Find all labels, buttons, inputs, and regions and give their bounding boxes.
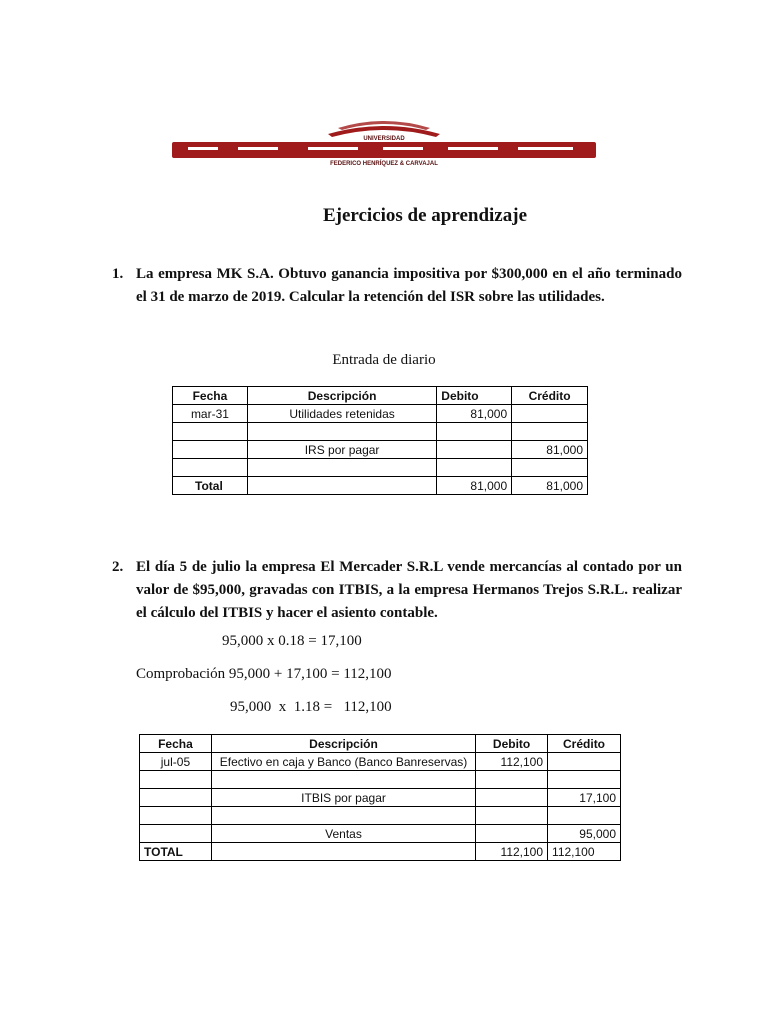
cell-debit: 112,100 [476,753,548,771]
question-1-number: 1. [112,266,124,282]
cell-credit: 81,000 [512,441,588,459]
cell-date [140,771,212,789]
cell-credit [548,771,621,789]
document-title: Ejercicios de aprendizaje [322,205,528,226]
header-debito: Debito [437,387,512,405]
logo-line2: FEDERICO HENRÍQUEZ & CARVAJAL [330,161,438,167]
cell-credit [512,459,588,477]
header-descripcion: Descripción [247,387,436,405]
cell-description [247,423,436,441]
journal-table-2 [139,734,621,861]
journal-entry-label: Entrada de diario [332,352,436,368]
table-row [140,789,621,807]
cell-date [173,459,248,477]
cell-date [173,441,248,459]
cell-description: ITBIS por pagar [211,789,475,807]
cell-credit [548,753,621,771]
header-credito: Crédito [548,735,621,753]
cell-total-label: Total [173,477,248,495]
cell-description: IRS por pagar [247,441,436,459]
cell-debit: 81,000 [437,405,512,423]
header-fecha: Fecha [173,387,248,405]
cell-date [173,423,248,441]
cell-debit [437,459,512,477]
cell-debit-total: 112,100 [476,843,548,861]
table-row [173,441,588,459]
cell-debit [437,423,512,441]
cell-date [140,807,212,825]
cell-credit [548,807,621,825]
question-1 [112,263,682,309]
cell-debit [437,441,512,459]
table-row [173,405,588,423]
table-header [140,735,621,753]
cell-debit [476,825,548,843]
cell-credit: 17,100 [548,789,621,807]
table-row [140,825,621,843]
cell-debit [476,807,548,825]
cell-date [140,789,212,807]
itbis-calculation: 95,000 x 0.18 = 17,100 [222,633,362,649]
journal-table-1 [172,386,588,495]
cell-credit: 95,000 [548,825,621,843]
table-row [140,807,621,825]
cell-debit-total: 81,000 [437,477,512,495]
cell-description: Ventas [211,825,475,843]
table-row [140,771,621,789]
cell-credit-total: 112,100 [548,843,621,861]
header-descripcion: Descripción [211,735,475,753]
university-logo [168,120,600,172]
cell-credit-total: 81,000 [512,477,588,495]
table-row [173,459,588,477]
header-fecha: Fecha [140,735,212,753]
total-calculation: 95,000 x 1.18 = 112,100 [230,699,392,715]
cell-description: Efectivo en caja y Banco (Banco Banreservas) [211,753,475,771]
cell-credit [512,423,588,441]
cell-debit [476,771,548,789]
cell-date: mar-31 [173,405,248,423]
cell-debit [476,789,548,807]
table-total-row [173,477,588,495]
question-1-text: La empresa MK S.A. Obtuvo ganancia impositiva por $300,000 en el año terminado el 31 de marzo de 2019. Calcular la retención del ISR sobre las utilidades. [136,266,682,305]
question-2 [112,556,682,625]
cell-date: jul-05 [140,753,212,771]
table-header [173,387,588,405]
table-row [173,423,588,441]
cell-description [211,807,475,825]
table-total-row [140,843,621,861]
question-2-number: 2. [112,559,124,575]
cell-description: Utilidades retenidas [247,405,436,423]
header-debito: Debito [476,735,548,753]
cell-description [247,477,436,495]
verification-calculation: Comprobación 95,000 + 17,100 = 112,100 [136,666,392,682]
cell-date [140,825,212,843]
table-row [140,753,621,771]
cell-credit [512,405,588,423]
cell-description [211,771,475,789]
cell-description [211,843,475,861]
cell-description [247,459,436,477]
header-credito: Crédito [512,387,588,405]
cell-total-label: TOTAL [140,843,212,861]
logo-line1: UNIVERSIDAD [363,136,405,142]
question-2-text: El día 5 de julio la empresa El Mercader S.R.L vende mercancías al contado por un valor de $95,000, gravadas con ITBIS, a la empresa Hermanos Trejos S.R.L. realizar el cálculo del ITBIS y hacer el asiento contable. [136,559,682,621]
